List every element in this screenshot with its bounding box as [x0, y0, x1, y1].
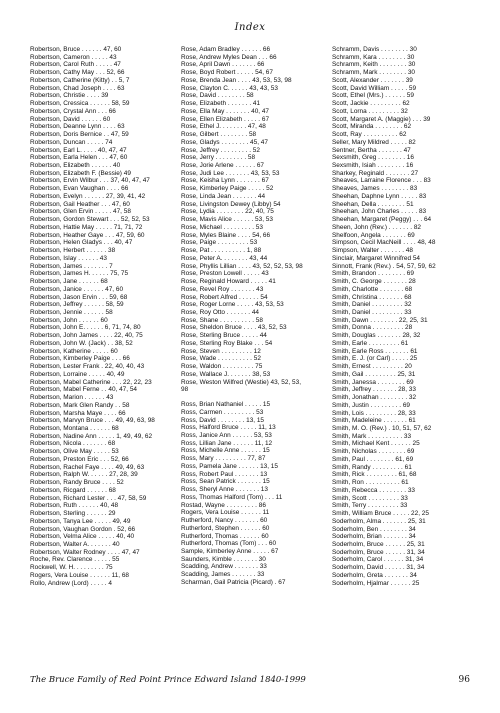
- index-entry: Rose, Preston Lowell . . . . . 43: [181, 270, 269, 278]
- index-entry: Robertson, Sterling . . . . . . 29: [30, 510, 116, 518]
- index-entry: Sentner, Bertha . . . . . . . 47: [332, 146, 411, 154]
- index-entry: Smith, Rebecca . . . . . . . . 33: [332, 486, 416, 494]
- index-entry: Robertson, Walter Rodney . . . . 47, 47: [30, 548, 140, 556]
- index-entry: Rose, April Dawn . . . . . . . 66: [181, 61, 265, 69]
- index-entry: Robertson, Gordon Stewart . . . 52, 52, 53: [30, 216, 150, 224]
- index-entry: Smith, Earle Ross . . . . . . . 61: [332, 347, 418, 355]
- index-entry: Smith, Brandon . . . . . . . . 69: [332, 270, 414, 278]
- index-entry: Rose, Judi Lee . . . . . . . 43, 53, 53: [181, 169, 280, 177]
- index-entry: Robertson, Ervin Wilbur . . . 37, 40, 47, 47: [30, 177, 150, 185]
- index-entry: Smith, C. George . . . . . . . 28: [332, 278, 416, 286]
- index-entry: Rogers, Vera Louise . . . . . . 11: [181, 509, 270, 517]
- index-entry: Smith, Madeleine . . . . . . . 61: [332, 417, 416, 425]
- index-entry: Scott, Margaret A. (Maggie) . . . 39: [332, 115, 431, 123]
- index-entry: Rose, Reginald Howard . . . . . 41: [181, 278, 276, 286]
- index-entry: Smith, Donna . . . . . . . . . 28: [332, 324, 413, 332]
- index-entry: Rose, Gladys . . . . . . . . 45, 47: [181, 138, 268, 146]
- index-entry: Robertson, Marvyn Bruce . . . 49, 49, 63, 98: [30, 417, 155, 425]
- index-entry: Rose, Jorie Arlene . . . . . . 67: [181, 162, 265, 170]
- index-entry: Robertson, Islay . . . . . . 43: [30, 254, 107, 262]
- index-entry: Scott, Ray . . . . . . . . . . 62: [332, 131, 407, 139]
- index-entry: Robertson, Jane . . . . . . 68: [30, 278, 108, 286]
- index-entry: Robertson, Elizabeth F. (Bessie) 49: [30, 169, 131, 177]
- index-entry: Robertson, Ralph W. . . . . . 27, 28, 39: [30, 471, 138, 479]
- index-entry: Rose, Boyd Robert . . . . . 54, 67: [181, 69, 273, 77]
- index-entry: Ross, Michelle Anne . . . . . . 15: [181, 447, 270, 455]
- index-entry: Smith, Dawn . . . . . . . . 22, 25, 31: [332, 316, 428, 324]
- index-entry: Robertson, Preston Eric . . . 52, 66: [30, 455, 129, 463]
- index-entry: Rose, Phyllis Lillian . . . . 43, 52, 52, 53, 98: [181, 262, 303, 270]
- index-entry: Sheehan, Della . . . . . . . . 51: [332, 200, 414, 208]
- index-entry: Seller, Mary Mildred . . . . . 82: [332, 138, 416, 146]
- index-entry: Rose, Wallace J. . . . . . . 38, 53: [181, 370, 271, 378]
- index-entry: Smith, Ernest . . . . . . . . . 20: [332, 363, 412, 371]
- index-entry: Smith, Paul . . . . . . . . 61, 69: [332, 455, 414, 463]
- index-entry: Rockwell, W. H. . . . . . . . . 75: [30, 564, 113, 572]
- index-entry: Sheehan, John Charles . . . . . 83: [332, 208, 427, 216]
- index-entry: Ross, Pamela Jane . . . . . . 13, 15: [181, 462, 278, 470]
- index-entry: Rose, Steven . . . . . . . . . 12: [181, 347, 261, 355]
- index-entry: Robertson, Nadine Ann . . . . . 1, 49, 49, 62: [30, 432, 153, 440]
- index-entry: Robertson, Evan Vaughan . . . . 66: [30, 185, 129, 193]
- index-entry: Rose, Brenda Jean . . . . 43, 53, 53, 98: [181, 76, 292, 84]
- index-entry: Robertson, Lorraine . . . . . 40, 49: [30, 370, 125, 378]
- index-entry: Ross, Sean Patrick . . . . . . . 15: [181, 478, 270, 486]
- index-entry: Rose, Paige . . . . . . . . . 53: [181, 239, 258, 247]
- index-entry: Rose, Shane . . . . . . . . . . 58: [181, 316, 263, 324]
- index-entry: Ross, David . . . . . . . . 13, 15: [181, 416, 265, 424]
- index-entry: Robertson, Chad Joseph . . . . 63: [30, 84, 125, 92]
- index-entry: Rutherford, Thomas . . . . . . 60: [181, 532, 269, 540]
- index-entry: Smith, M. O. (Rev.) . 10, 51, 57, 62: [332, 424, 432, 432]
- index-entry: Rollo, Andrew (Lord) . . . . . 4: [30, 579, 112, 587]
- index-entry: Scott, Miranda . . . . . . . . 62: [332, 123, 412, 131]
- index-entry: Soderholm, Alma . . . . . . . 25, 31: [332, 517, 426, 525]
- index-entry: Rose, Elizabeth . . . . . . . 41: [181, 100, 261, 108]
- index-entry: Robertson, Carol Ruth . . . . . 47: [30, 61, 121, 69]
- index-entry: Rose, Roger Lorne . . . . . 43, 53, 53: [181, 301, 284, 309]
- index-entry: Smith, Christina . . . . . . . 68: [332, 293, 412, 301]
- index-entry: Sample, Kimberley Anne . . . . . 67: [181, 548, 279, 555]
- index-entry: Ross, Brian Nathaniel . . . . . 15: [181, 401, 271, 409]
- index-entry: Smith, Janessa . . . . . . . . 69: [332, 378, 414, 386]
- index-entry: Robertson, Richard Lester . . . 47, 58, 59: [30, 494, 147, 502]
- index-entry: Robertson, Mabel Catherine . . . 22, 22, 23: [30, 378, 152, 386]
- index-entry: Robertson, Katherine . . . . . 60: [30, 347, 118, 355]
- index-entry: Soderholm, Carol . . . . . . 31, 34: [332, 556, 424, 564]
- index-entry: Robertson, Cathy May . . . 52, 66: [30, 69, 125, 77]
- index-entry: Robertson, Christie . . . . 39: [30, 92, 109, 100]
- index-entry: Scharman, Gail Patricia (Picard) . 67: [181, 578, 286, 586]
- index-entry: Ross, Janice Ann . . . . . . 53, 53: [181, 431, 272, 439]
- index-entry: Simpson, Walter . . . . . . . 48: [332, 247, 413, 255]
- index-entry: Rose, Andrew Myles Dean . . . 66: [181, 53, 277, 61]
- column-2: [181, 46, 322, 587]
- index-entry: Robertson, Mark Glen Randy . . 58: [30, 401, 130, 409]
- index-entry: Scadding, Andrew . . . . . . . 33: [181, 563, 267, 571]
- index-entry: Robertson, Herbert . . . . . . 38: [30, 247, 116, 255]
- index-entry: Robertson, Lester Frank . 22, 40, 40, 43: [30, 363, 145, 371]
- index-entry: Saunders, Kimble . . . . . . . 30: [181, 555, 266, 563]
- index-entry: Simpson, Cecil MacNeill . . . . 48, 48: [332, 239, 436, 247]
- index-columns: [30, 46, 474, 587]
- index-entry: Rose, Gilbert . . . . . . . . 58: [181, 131, 257, 139]
- index-entry: Robertson, Earla Helen . . . 47, 60: [30, 154, 128, 162]
- index-entry: Sinclair, Margaret Winnifred 54: [332, 254, 421, 262]
- footer-title: The Bruce Family of Red Point Prince Edward Island 1840-1999: [30, 675, 306, 685]
- index-entry: Robertson, Velma Alice . . . . . 40, 40: [30, 533, 135, 541]
- index-entry: Smith, Daniel . . . . . . . . . 32: [332, 301, 412, 309]
- index-entry: Robertson, David . . . . . . 60: [30, 115, 111, 123]
- index-entry: Rutherford, Nancy . . . . . . . 60: [181, 517, 268, 525]
- index-entry: Ross, Robert Paul . . . . . . . 13: [181, 470, 268, 478]
- index-entry: Soderholm, Bruce . . . . . . 25, 31: [332, 541, 425, 548]
- index-entry: Robertson, James . . . . . . . 7: [30, 262, 113, 270]
- index-entry: Rose, Lydia . . . . . . . . 22, 40, 75: [181, 208, 274, 216]
- group-separator: [181, 394, 322, 401]
- index-entry: Rose, Waldon . . . . . . . . . 75: [181, 363, 263, 371]
- index-entry: Sheaves, James . . . . . . . . 83: [332, 185, 418, 193]
- index-entry: Robertson, Crystal Ann . . . 66: [30, 107, 116, 115]
- index-entry: Rostad, Wayne . . . . . . . . . 86: [181, 501, 266, 509]
- index-entry: Soderholm, Bruce . . . . . . 31, 34: [332, 548, 425, 556]
- index-entry: Smith, Randy . . . . . . . . . 61: [332, 463, 412, 471]
- index-entry: Ross, Sheryl Anne . . . . . . . 13: [181, 486, 268, 494]
- index-entry: Robertson, Glen Ervin . . . . . 47, 58: [30, 208, 131, 216]
- index-entry: Smith, Jonathan . . . . . . . . 32: [332, 394, 417, 402]
- index-entry: Smith, Michael Kent . . . . . . 25: [332, 440, 420, 448]
- page-title: Index: [234, 22, 266, 33]
- index-entry: Rose, Mavis Alice . . . . . . 53, 53: [181, 216, 273, 224]
- index-entry: Robertson, Montana . . . . . . 68: [30, 424, 119, 432]
- index-entry: Smith, Justin . . . . . . . . . 69: [332, 401, 410, 409]
- index-entry: Rose, Jeffrey . . . . . . . . . 52: [181, 146, 260, 154]
- index-entry: Rose, Myles Blaine . . . . 54, 66: [181, 231, 271, 239]
- index-entry: Robertson, Janice . . . . . . 47, 60: [30, 285, 124, 293]
- index-entry: Robertson, Rachel Faye . . . . 49, 49, 63: [30, 463, 145, 471]
- index-entry: Rose, Revel Roy . . . . . . . 43: [181, 285, 264, 293]
- index-entry: Robertson, Randy Bruce . . . . 52: [30, 479, 124, 487]
- index-entry: Smith, Mark . . . . . . . . . . 33: [332, 432, 412, 440]
- index-entry: Robertson, Gail Heather . . . 47, 60: [30, 200, 130, 208]
- index-entry: Schramm, Keith . . . . . . . . 30: [332, 61, 416, 69]
- index-entry: Rutherford, Stephen . . . . . . 60: [181, 524, 270, 532]
- index-entry: Robertson, Marion . . . . . . 43: [30, 394, 114, 402]
- index-entry: Ross, Carmen . . . . . . . . . 53: [181, 408, 264, 416]
- index-entry: Roche, Rev. Clarence . . . . . 55: [30, 556, 120, 564]
- index-entry: Smith, William Bruce . . . . . 22, 25: [332, 510, 429, 518]
- index-entry: Robertson, John . . . . . . 60: [30, 316, 108, 324]
- index-entry: Scott, Lorna . . . . . . . . . 32: [332, 107, 408, 115]
- index-entry: Sexsmith, Greg . . . . . . . . 16: [332, 154, 414, 162]
- index-entry: Robertson, Helen Gladys . . . 40, 47: [30, 239, 133, 247]
- index-entry: Rose, Keisha Lynn . . . . . . . 67: [181, 177, 269, 185]
- index-entry: Sexsmith, Isiah . . . . . . . . 16: [332, 162, 414, 170]
- index-entry: Ross, Halford Bruce . . . . . 11, 13: [181, 424, 276, 432]
- index-entry: Rose, Kimberley Paige . . . . . 52: [181, 185, 274, 193]
- index-entry: Rose, Michael . . . . . . . . . 53: [181, 223, 263, 231]
- index-entry: Rose, Clayton C. . . . . . 43, 43, 53: [181, 84, 278, 92]
- index-entry: Robertson, Mabel Ferne . . 40, 47, 54: [30, 386, 137, 394]
- index-entry: Soderholm, Brian . . . . . . . 34: [332, 533, 416, 541]
- index-entry: Rose, Weston Wilfred (Westie) 43, 52, 53,: [181, 378, 301, 386]
- index-entry: Robertson, Walter A. . . . . . . 40: [30, 541, 120, 548]
- index-entry: Rose, Robert Alfred . . . . . . 54: [181, 293, 268, 301]
- index-entry: Rose, Ella May . . . . . . . 40, 47: [181, 107, 270, 115]
- index-entry: Robertson, Olive May . . . . . 53: [30, 448, 119, 456]
- index-entry: Rutherford, Thomas (Tom) . . . 60: [181, 540, 277, 548]
- index-entry: Soderholm, Ben . . . . . . . . 34: [332, 525, 416, 533]
- index-entry: Robertson, Marsha Maye . . . . 66: [30, 409, 126, 417]
- index-entry: Schramm, Mark . . . . . . . . 30: [332, 69, 415, 77]
- index-entry: Robertson, Cameron . . . . . 43: [30, 53, 117, 61]
- index-entry: Robertson, Elizabeth . . . . . . 40: [30, 162, 121, 170]
- index-entry: Smith, E. J. (or Carl) . . . . . 25: [332, 355, 418, 363]
- index-entry: Soderholm, Greta . . . . . . . 34: [332, 571, 417, 579]
- index-entry: Schramm, Davis . . . . . . . . 30: [332, 46, 417, 53]
- index-entry: Rose, Ellen Elizabeth . . . . . 67: [181, 115, 270, 123]
- index-entry: Robertson, Ruth . . . . . . 40, 48: [30, 502, 119, 510]
- index-entry: Rogers, Vera Louise . . . . . . 11, 68: [30, 571, 130, 579]
- index-entry: Robertson, Catherine (Kitty) . . 5, 7: [30, 76, 130, 84]
- index-entry: Rose, Jerry . . . . . . . . . 58: [181, 154, 256, 162]
- index-entry: Rose, Ethel J. . . . . . . . 47, 48: [181, 123, 266, 131]
- index-entry: Robertson, Earl L. . . . . 40, 47, 47: [30, 146, 127, 154]
- index-entry: Smith, Douglas . . . . . . . 28, 32: [332, 332, 421, 340]
- index-entry: Robertson, Hattie May . . . . . 71, 71, 72: [30, 223, 143, 231]
- index-entry: Rose, Sterling Bruce . . . . . 44: [181, 332, 267, 340]
- index-entry: Rose, Pat . . . . . . . . . . 1, 88: [181, 247, 262, 255]
- index-entry: Rose, Wade . . . . . . . . . . 52: [181, 355, 261, 363]
- index-entry: Rose, Roy Otto . . . . . . . 44: [181, 308, 259, 316]
- index-entry: Smith, Scott . . . . . . . . . 33: [332, 494, 408, 502]
- index-entry: Ross, Thomas Halford (Tom) . . . 11: [181, 493, 283, 501]
- index-entry: Smith, Terry . . . . . . . . . 33: [332, 502, 408, 510]
- index-entry: Smith, Lois . . . . . . . . . 28, 33: [332, 409, 416, 417]
- index-entry: Robertson, Kimberley Paige . . . 66: [30, 355, 130, 363]
- index-entry: Robertson, Vaughan Gordon . 52, 66: [30, 525, 136, 533]
- index-entry: Robertson, Jeffrey . . . . . . 58, 59: [30, 301, 124, 309]
- index-entry: Rose, Peter A. . . . . . . . 43, 44: [181, 254, 268, 262]
- column-1: [30, 46, 171, 587]
- index-entry: Sheen, John (Rev.) . . . . . . . 82: [332, 223, 421, 231]
- index-entry: Smith, Nicholas . . . . . . . . 69: [332, 448, 415, 456]
- index-entry: Sheehan, Daphne Lynn . . . . . 83: [332, 192, 427, 200]
- index-entry: Robertson, John James . . . . 22, 40, 75: [30, 332, 143, 340]
- index-entry: Ross, Mary . . . . . . . . . 77, 87: [181, 455, 266, 463]
- index-entry: 98: [181, 386, 189, 394]
- index-entry: Rose, Sterling Roy Blake . . . 54: [181, 339, 273, 347]
- index-entry: Smith, Ron . . . . . . . . . . 61: [332, 479, 409, 487]
- index-entry: Rose, Sheldon Bruce . . . . 43, 52, 53: [181, 324, 287, 332]
- index-entry: Shelfoon, Angela . . . . . . . 69: [332, 231, 415, 239]
- index-entry: Smith, Earle . . . . . . . . . 61: [332, 339, 409, 347]
- index-entry: Smith, Gail . . . . . . . . . 25, 31: [332, 370, 416, 378]
- index-entry: Robertson, Jennie . . . . . . 58: [30, 308, 113, 316]
- index-entry: Rose, Linda Jean . . . . . . . 44: [181, 192, 266, 200]
- index-entry: Robertson, Ricgard . . . . . . 68: [30, 486, 116, 494]
- index-entry: Schramm, Kara . . . . . . . . 30: [332, 53, 415, 61]
- index-entry: Robertson, John W. (Jack) . . 38, 52: [30, 339, 133, 347]
- index-entry: Soderholm, David . . . . . . 31, 34: [332, 564, 425, 572]
- page-number: 96: [458, 675, 470, 685]
- index-entry: Sinnott, Frank (Rev.) . 54, 57, 59, 62: [332, 262, 436, 270]
- index-entry: Sheaves, Larraine Florence . . . 83: [332, 177, 431, 185]
- index-entry: Soderholm, Hjalmar . . . . . . 25: [332, 579, 420, 587]
- index-entry: Robertson, John E. . . . . . 6, 71, 74, 80: [30, 324, 141, 332]
- index-entry: Robertson, Doris Bernice . . 47, 59: [30, 131, 129, 139]
- index-entry: Robertson, Heather Gaye . . . 47, 59, 60: [30, 231, 145, 239]
- index-entry: Scott, David William . . . . . 59: [332, 84, 417, 92]
- index-entry: Robertson, Cressica . . . . . . 58, 59: [30, 100, 130, 108]
- index-entry: Robertson, Bruce . . . . . . 47, 60: [30, 46, 122, 53]
- index-entry: Robertson, Tanya Lee . . . . . 49, 49: [30, 517, 131, 525]
- index-entry: Smith, Rick . . . . . . . . . 61, 68: [332, 471, 417, 479]
- index-entry: Scadding, James . . . . . . . 33: [181, 571, 265, 579]
- column-3: [332, 46, 473, 587]
- index-entry: Scott, Alexander . . . . . . . 39: [332, 76, 413, 84]
- index-entry: Sheehan, Margaret (Peggy) . . . 64: [332, 216, 432, 224]
- index-entry: Scott, Ethel (Mrs.) . . . . . . 59: [332, 92, 414, 100]
- index-entry: Smith, Daniel . . . . . . . . . 33: [332, 308, 412, 316]
- index-entry: Sharkey, Reginald . . . . . . . 27: [332, 169, 419, 177]
- index-entry: Rose, Adam Bradley . . . . . . 66: [181, 46, 271, 53]
- index-entry: Robertson, Jason Ervin . . . 59, 68: [30, 293, 128, 301]
- index-entry: Smith, Charlotte . . . . . . . 68: [332, 285, 413, 293]
- index-entry: Rose, David . . . . . . . . 58: [181, 92, 254, 100]
- index-entry: Robertson, Deanne Lynn . . . . 63: [30, 123, 125, 131]
- index-entry: Smith, Jeffrey . . . . . . . 28, 33: [332, 386, 416, 394]
- index-entry: Robertson, Duncan . . . . . 74: [30, 138, 113, 146]
- index-entry: Rose, Livingston Dewey (Libby) 54: [181, 200, 281, 208]
- index-entry: Ross, Lillian Jane . . . . . . 11, 12: [181, 439, 273, 447]
- index-entry: Scott, Jackie . . . . . . . . . 62: [332, 100, 410, 108]
- index-entry: Robertson, Nicola . . . . . . . 68: [30, 440, 116, 448]
- index-entry: Robertson, James H. . . . . . 75, 75: [30, 270, 129, 278]
- index-entry: Robertson, Evelyn . . . . . . 27, 39, 41, 42: [30, 192, 146, 200]
